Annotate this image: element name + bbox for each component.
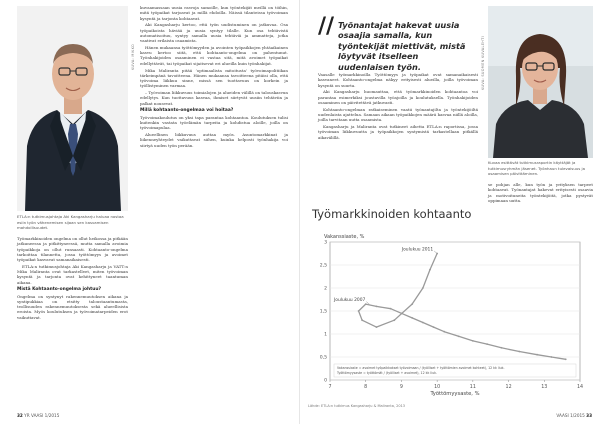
x-tick-label: 7 bbox=[328, 385, 332, 390]
body-paragraph: Hänen mukaansa työttömyyden ja avointen työpaikkojen yhtäaikainen kasvu kertoo siitä, että kohtaanto-ongelma on pahentunut. Työnhakijoiden osaaminen ei vastaa sitä, mitä avoimet työpaikat edellyttävät, tai työpaikat sijaitsevat eri alueilla kuin työnhakijat. bbox=[140, 44, 288, 66]
data-point bbox=[433, 326, 435, 328]
body-paragraph: Ongelma on syntynyt rakennemuutoksen aikana ja syntipukkiaa on etsitty taloustaantumasta, teollisuuden rakennemuutoksesta sekä alueellisista eroista. Myös koulutuksen ja työvoimatarpeiden erot vaikuttavat. bbox=[17, 293, 128, 320]
researcher-photo bbox=[488, 6, 593, 158]
pull-quote bbox=[318, 14, 476, 72]
data-point bbox=[536, 354, 538, 356]
data-point bbox=[472, 340, 474, 342]
legend-text: Vakanssiaste = avoimet työpaikkakset työvoimaan / (työlliset + työttömien avoimet kohteet), 12 kk liuk. bbox=[337, 366, 505, 370]
body-paragraph: Alueellinen liikkuvuus auttaa myös. Asuntomarkkinat ja liikenneyhteydet vaikuttavat siihen, kuinka helposti työnhakija voi siirtyä uuden työn perään. bbox=[140, 132, 288, 148]
data-point bbox=[390, 308, 392, 310]
y-tick-label: 3 bbox=[324, 240, 327, 246]
y-tick-label: 0,5 bbox=[319, 355, 327, 361]
magazine-issue: VAASI 1/2015 bbox=[556, 413, 585, 418]
folio-left bbox=[17, 413, 59, 418]
body-paragraph: Työvoimakoulutus on yksi tapa parantaa kohtaantoa. Koulutuksen tulisi kuitenkin vastata työelämän tarpeita ja kohdistua aloille, joilla on työvoimapulaa. bbox=[140, 114, 288, 131]
data-point bbox=[361, 319, 363, 321]
x-tick-label: 9 bbox=[399, 385, 403, 390]
chart-svg bbox=[302, 206, 592, 402]
chart-title: Työmarkkinoiden kohtaanto bbox=[312, 207, 472, 221]
body-paragraph: Kangasharju ja Maliranta ovat tutkineet aihetta ETLA:n raportissa, jossa työvoiman liikkuvuutta ja työpaikkojen syntymistä tarkastellaan pitkällä aikavälillä. bbox=[318, 124, 478, 140]
body-paragraph: Työmarkkinoiden ongelma on ollut heikossa ja pitkään jatkuneessa ja pitkittyneessä, mutta samalla avoimia työpaikkoja on ollut runsaasti. Kohtaanto-ongelma tarkoittaa tilannetta, jossa työttömyys ja avoimet työpaikat kasvavat samanaikaisesti. bbox=[17, 236, 128, 262]
photo-caption: ETLA:n tutkimusjohtaja Aki Kangasharju haluaa nostaa esiin työn vähenemisen sijaan sen kasvamisen mahdollisuudet. bbox=[17, 214, 124, 231]
y-tick-label: 1 bbox=[324, 332, 327, 338]
y-tick-label: 2,5 bbox=[319, 263, 327, 269]
portrait-illustration bbox=[17, 6, 128, 211]
data-point bbox=[393, 319, 395, 321]
data-point bbox=[422, 322, 424, 324]
data-point bbox=[376, 326, 378, 328]
legend-text-2: Työttömyysaste = työttömät / (työlliset + avoimet), 12 kk liuk. bbox=[337, 371, 437, 375]
page-number: 32 bbox=[17, 413, 23, 418]
data-point bbox=[376, 306, 378, 308]
data-point bbox=[443, 331, 445, 333]
data-point bbox=[358, 310, 360, 312]
portrait-photo bbox=[17, 6, 128, 211]
x-tick-label: 13 bbox=[541, 385, 548, 390]
data-point bbox=[411, 303, 413, 305]
data-point bbox=[458, 335, 460, 337]
body-paragraph: Vaasalle työmarkkinoilla Työttömyys ja työpaikat ovat samanaikaisesti kasvaneet. Kohtaanto-ongelma näkyy erityisesti alueilla, joilla työvoiman kysyntä on suurta. bbox=[318, 72, 478, 88]
annotation-label: Joulukuu 2011 bbox=[401, 247, 434, 253]
magazine-name: YR bbox=[24, 413, 30, 418]
y-tick-label: 1,5 bbox=[319, 309, 327, 315]
data-point bbox=[518, 351, 520, 353]
left-column-2 bbox=[140, 5, 288, 149]
pull-quote-text: Työnantajat hakevat uusia osaajia samalla, kun työntekijät miettivät, mistä löytyvät itselleen uudenlaisen työn. bbox=[338, 20, 466, 72]
x-axis-label: Työttömyysaste, % bbox=[430, 391, 480, 397]
body-paragraph: Mika Maliranta pitää ’optimaalista mitoitusta’ työvoimapolitiikan tärkeimpänä tavoitteena. Hänen mukaansa tavoitteena pitäisi olla, että työvoima liikkuu sinne, missä sen tuottavuus on korkein ja työllistyminen varmaa. bbox=[140, 67, 288, 89]
quote-mark-icon: // bbox=[318, 14, 335, 39]
data-point bbox=[551, 356, 553, 358]
body-paragraph: – Työvoiman liikkuvuus toimialojen ja alueiden välillä on talouskasvun edellytys. Kun tuottavuus kasvaa, ihmiset siirtyvät uusiin tehtäviin ja palkat nousevat. bbox=[140, 90, 288, 106]
page-number-right: 33 bbox=[586, 413, 592, 418]
data-point bbox=[565, 358, 567, 360]
x-tick-label: 8 bbox=[364, 385, 368, 390]
x-tick-label: 12 bbox=[505, 385, 512, 390]
chart-source: Lähde: ETLA:n tutkimus Kangasharju & Maliranta, 2013 bbox=[308, 404, 406, 408]
y-tick-label: 2 bbox=[324, 286, 327, 292]
annotation-label: Joulukuu 2007 bbox=[333, 298, 366, 304]
x-tick-label: 14 bbox=[576, 385, 584, 390]
y-axis-label: Vakanssiaste, % bbox=[324, 234, 365, 240]
data-point bbox=[422, 287, 424, 289]
body-paragraph: se pohjan alle, kun työn ja yrityksen tarpeet kohtaavat. Työnantajat hakevat erityisesti osaavia ja motivoituneita työntekijöitä, jotka pystyvät oppimaan uutta. bbox=[488, 182, 593, 203]
data-point bbox=[429, 269, 431, 271]
body-paragraph: ETLA:n tutkimusjohtaja Aki Kangasharju ja VATT:n Mika Maliranta ovat tarkastelleet, miten työvoiman kysyntä ja tarjonta ovat kehittyneet taantuman aikana. bbox=[17, 263, 128, 285]
right-page bbox=[300, 0, 600, 424]
photo-credit: KUVA: MIKKO bbox=[131, 43, 135, 70]
body-paragraph: Aki Kangasharju huomauttaa, että työmarkkinoiden kohtaantoa voi parantaa esimerkiksi joustavilla työajoilla ja koulutuksella. Työnhakijoiden osaaminen on päivitettävä jatkuvasti. bbox=[318, 89, 478, 105]
data-point bbox=[401, 312, 403, 314]
right-column-2 bbox=[488, 182, 593, 205]
data-point bbox=[501, 347, 503, 349]
body-paragraph: Aki Kangasharju kertoo, että työn uudistuminen on jatkuvaa. Osa työpaikoista häviää ja uusia syntyy tilalle. Kun osa tehtävistä automatisoituu, syntyy samalla uusia tehtäviä ja ammatteja, jotka vaativat erilaista osaamista. bbox=[140, 22, 288, 44]
researcher-illustration bbox=[488, 6, 593, 158]
chart-container bbox=[302, 206, 592, 410]
subhead-cause: Mistä Kohtaanto-ongelma johtuu? bbox=[17, 286, 102, 292]
x-tick-label: 11 bbox=[469, 385, 476, 390]
photo-credit-right: KUVA: SUOMEN KUVALEHTI bbox=[481, 36, 485, 90]
x-tick-label: 10 bbox=[434, 385, 441, 390]
data-point bbox=[486, 343, 488, 345]
photo-caption-right: Kuvaa esittävät tutkimusraportin käyttäjät ja tutkimusryhmän jäsenet. Työnhaun tulevaisuus ja osaamisen päivittäminen. bbox=[488, 160, 585, 177]
body-paragraph: kuvaamassaan uusia rasvoja samoille, kun työntekijät meillä on töihin, mitä työpaikat tarjoavat ja millä ehdoilla. Näissä tilanteissa työvoiman kysyntä ja tarjonta kohtaavat. bbox=[140, 5, 288, 21]
data-point bbox=[411, 317, 413, 319]
data-point bbox=[365, 303, 367, 305]
body-paragraph: Kohtaanto-ongelman ratkaiseminen vaatii työnantajilta ja työntekijöiltä uudenlaista ajattelua. Samaan aikaan työpaikkojen määrä kasvaa niillä aloilla, joilla tarvitaan uutta osaamista. bbox=[318, 106, 478, 123]
folio-right bbox=[556, 413, 592, 418]
issue-label: VAASI 1/2015 bbox=[30, 413, 60, 418]
y-tick-label: 0 bbox=[324, 378, 327, 384]
right-column-1 bbox=[318, 72, 478, 141]
left-column-1 bbox=[17, 236, 128, 322]
subhead-remedy: Millä kohtaanto-ongelmaa voi hoitaa? bbox=[140, 107, 234, 113]
